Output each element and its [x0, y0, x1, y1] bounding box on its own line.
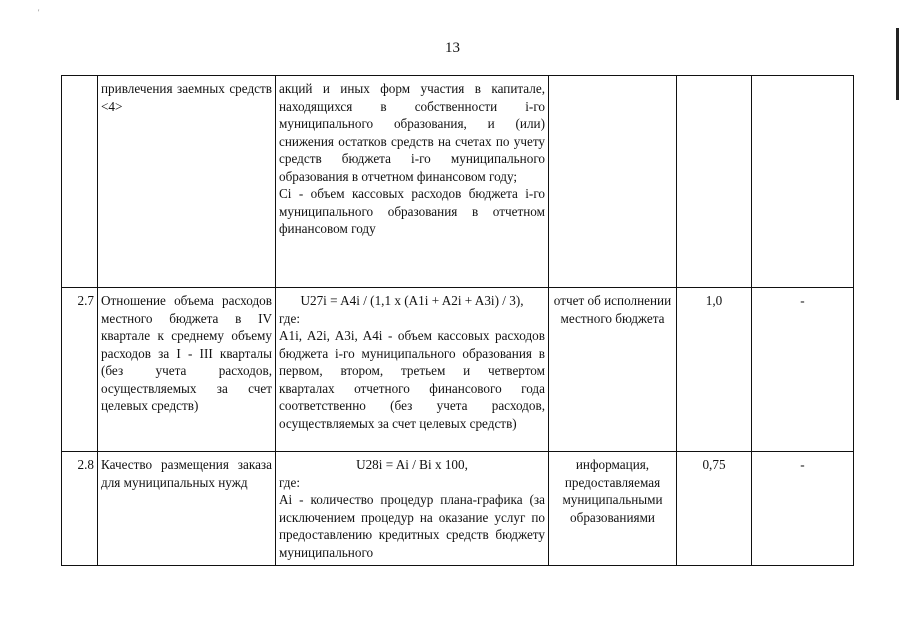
row-number: 2.8 — [62, 452, 98, 566]
weight-value — [677, 76, 752, 288]
indicator-table — [61, 75, 854, 566]
note-value — [752, 76, 854, 288]
weight-value: 0,75 — [677, 452, 752, 566]
note-value: - — [752, 288, 854, 452]
formula-cell — [276, 452, 549, 566]
formula-line: Ci - объем кассовых расходов бюджета i-го муниципального образования в отчетном финансовом году — [279, 186, 545, 236]
formula-line: A1i, A2i, A3i, A4i - объем кассовых расходов бюджета i-го муниципального образования в первом, втором, третьем и четвертом кварталах отчетного финансового года соответственно (без учета расходов, осуществляемых за счет целевых средств) — [279, 328, 545, 431]
row-number — [62, 76, 98, 288]
page-number: 13 — [445, 40, 460, 56]
table-row — [62, 288, 854, 452]
data-source — [549, 76, 677, 288]
row-number: 2.7 — [62, 288, 98, 452]
indicator-name: Отношение объема расходов местного бюджета в IV квартале к среднему объему расходов за I - III кварталы (без учета расходов, осуществляемых за счет целевых средств) — [98, 288, 276, 452]
data-source: отчет об исполнении местного бюджета — [549, 288, 677, 452]
weight-value: 1,0 — [677, 288, 752, 452]
indicator-name: Качество размещения заказа для муниципальных нужд — [98, 452, 276, 566]
formula-line: акций и иных форм участия в капитале, находящихся в собственности i-го муниципального образования, и (или) снижения остатков средств на счетах по учету средств бюджета i-го муниципального образования в отчетном финансовом году; — [279, 81, 545, 184]
data-source: информация, предоставляемая муниципальными образованиями — [549, 452, 677, 566]
formula-equation: U28i = Ai / Bi x 100, — [356, 457, 468, 472]
indicator-name: привлечения заемных средств <4> — [98, 76, 276, 288]
formula-equation: U27i = A4i / (1,1 x (A1i + A2i + A3i) / 3), — [300, 293, 524, 308]
formula-line: где: — [279, 474, 300, 490]
formula-line: Ai - количество процедур плана-графика (за исключением процедур на оказание услуг по предоставлению кредитных средств бюджету муниципального — [279, 492, 545, 560]
note-value: - — [752, 452, 854, 566]
table-row — [62, 76, 854, 288]
formula-cell — [276, 288, 549, 452]
scan-tick-mark: ' — [38, 8, 40, 17]
page-edge-mark — [896, 28, 899, 100]
table-row — [62, 452, 854, 566]
formula-line: где: — [279, 310, 300, 326]
formula-cell — [276, 76, 549, 288]
